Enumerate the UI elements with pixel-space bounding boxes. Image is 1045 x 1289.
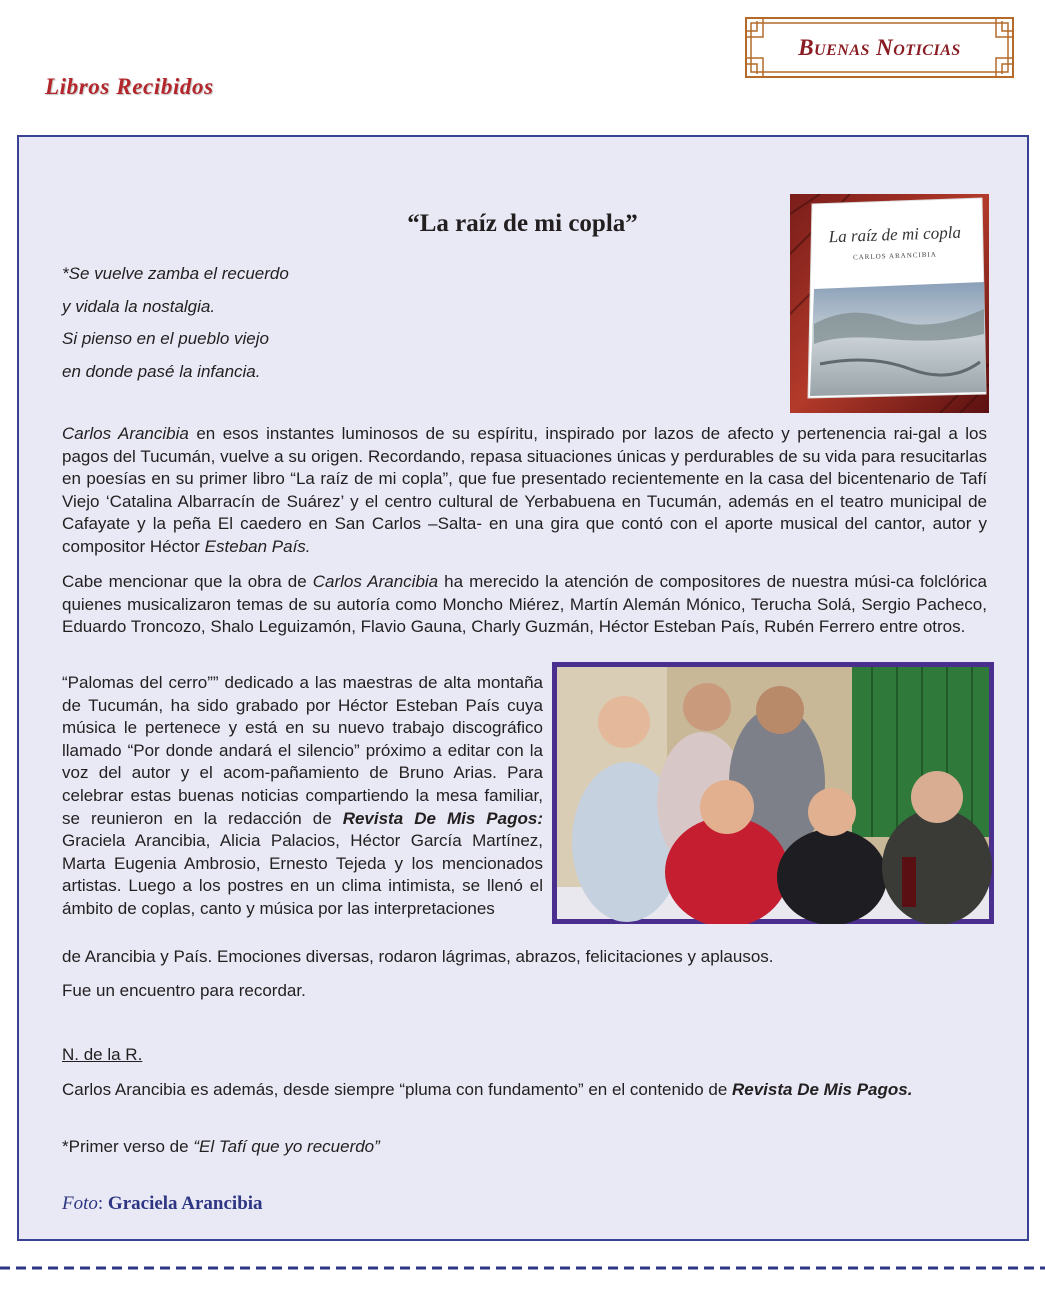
paragraph-closing: Fue un encuentro para recordar. xyxy=(62,981,306,1000)
paragraph-text: ha merecido la atención de compositores de nuestra músi-ca folclórica quienes musicalizaron temas de su autoría como Moncho Miérez, Martín Alemán Mónico, Terucha Solá, Sergio Pacheco, Eduardo Troncozo, Shalo Leguizamón, Flavio Gauna, Charly Guzmán, Héctor Esteban País, Rubén Ferrero entre otros. xyxy=(62,572,987,637)
paragraph-text: “Palomas del cerro”” dedicado a las maestras de alta montaña de Tucumán, ha sido grabado por Héctor Esteban País cuya música le pertenece y está en su nuevo trabajo discográfico llamado “Por donde andará el silencio” próximo a editar con la voz del autor y el acom-pañamiento de Bruno Arias. Para celebrar estas buenas noticias compartiendo la mesa familiar, se reunieron en la redacción de xyxy=(62,673,543,828)
magazine-name: Revista De Mis Pagos. xyxy=(732,1080,913,1099)
musician-name: Esteban País. xyxy=(204,536,311,556)
editor-note-label: N. de la R. xyxy=(62,1045,143,1064)
author-name: Carlos Arancibia xyxy=(312,572,439,591)
bottom-divider xyxy=(0,1266,1045,1270)
paragraph-intro xyxy=(62,423,987,559)
credit-name: Graciela Arancibia xyxy=(107,1193,263,1214)
book-cover-image xyxy=(790,194,989,413)
editor-note xyxy=(62,1075,987,1105)
paragraph-text: Graciela Arancibia, Alicia Palacios, Héctor García Martínez, Marta Eugenia Ambrosio, Ernesto Tejeda y los mencionados artistas. Luego a los postres en un clima intimista, se llenó el ámbito de coplas, canto y música por las interpretaciones xyxy=(62,831,543,918)
epigraph-verse xyxy=(62,258,289,388)
verse-source-title: “El Tafí que yo recuerdo” xyxy=(193,1137,380,1156)
note-text: Carlos Arancibia es además, desde siempre “pluma con fundamento” en el contenido de xyxy=(62,1080,732,1099)
magazine-name: Revista De Mis Pagos: xyxy=(342,808,543,828)
verse-line: y vidala la nostalgia. xyxy=(62,296,216,316)
book-title-text: La raíz de mi copla xyxy=(828,222,962,247)
credit-label: Foto xyxy=(62,1193,98,1214)
header-badge xyxy=(745,17,1014,78)
verse-line: en donde pasé la infancia. xyxy=(62,361,261,381)
verse-line: Si pienso en el pueblo viejo xyxy=(62,329,269,348)
paragraph-composers xyxy=(62,571,987,639)
verse-line: *Se vuelve zamba el recuerdo xyxy=(62,264,289,283)
verse-source xyxy=(62,1137,380,1157)
section-title: Libros Recibidos xyxy=(45,74,214,99)
author-name: Carlos Arancibia xyxy=(62,424,189,443)
paragraph-continuation: de Arancibia y País. Emociones diversas, rodaron lágrimas, abrazos, felicitaciones y aplausos. xyxy=(62,947,774,966)
paragraph-palomas xyxy=(62,672,543,921)
paragraph-text: en esos instantes luminosos de su espíritu, inspirado por lazos de afecto y pertenencia rai-gal a los pagos del Tucumán, vuelve a su origen. Recordando, repasa situaciones únicas y perdurables de su vida para resucitarlas en poesías en su primer libro “La raíz de mi copla”, que fue presentado recientemente en la casa del bicentenario de Tafí Viejo ‘Catalina Albarracín de Suárez’ y el centro cultural de Yerbabuena en Tucumán, además en el teatro municipal de Cafayate y la peña El caedero en San Carlos –Salta- en una gira que contó con el aporte musical del cantor, autor y compositor Héctor xyxy=(62,424,987,556)
photo-credit: Foto: Graciela Arancibia xyxy=(62,1193,263,1214)
book-author-text: CARLOS ARANCIBIA xyxy=(852,250,937,262)
badge-label: Buenas Noticias xyxy=(798,34,961,60)
group-photo xyxy=(552,662,994,924)
paragraph-text: Cabe mencionar que la obra de xyxy=(62,572,313,591)
article-title: “La raíz de mi copla” xyxy=(407,210,638,237)
verse-source-text: *Primer verso de xyxy=(62,1137,194,1156)
